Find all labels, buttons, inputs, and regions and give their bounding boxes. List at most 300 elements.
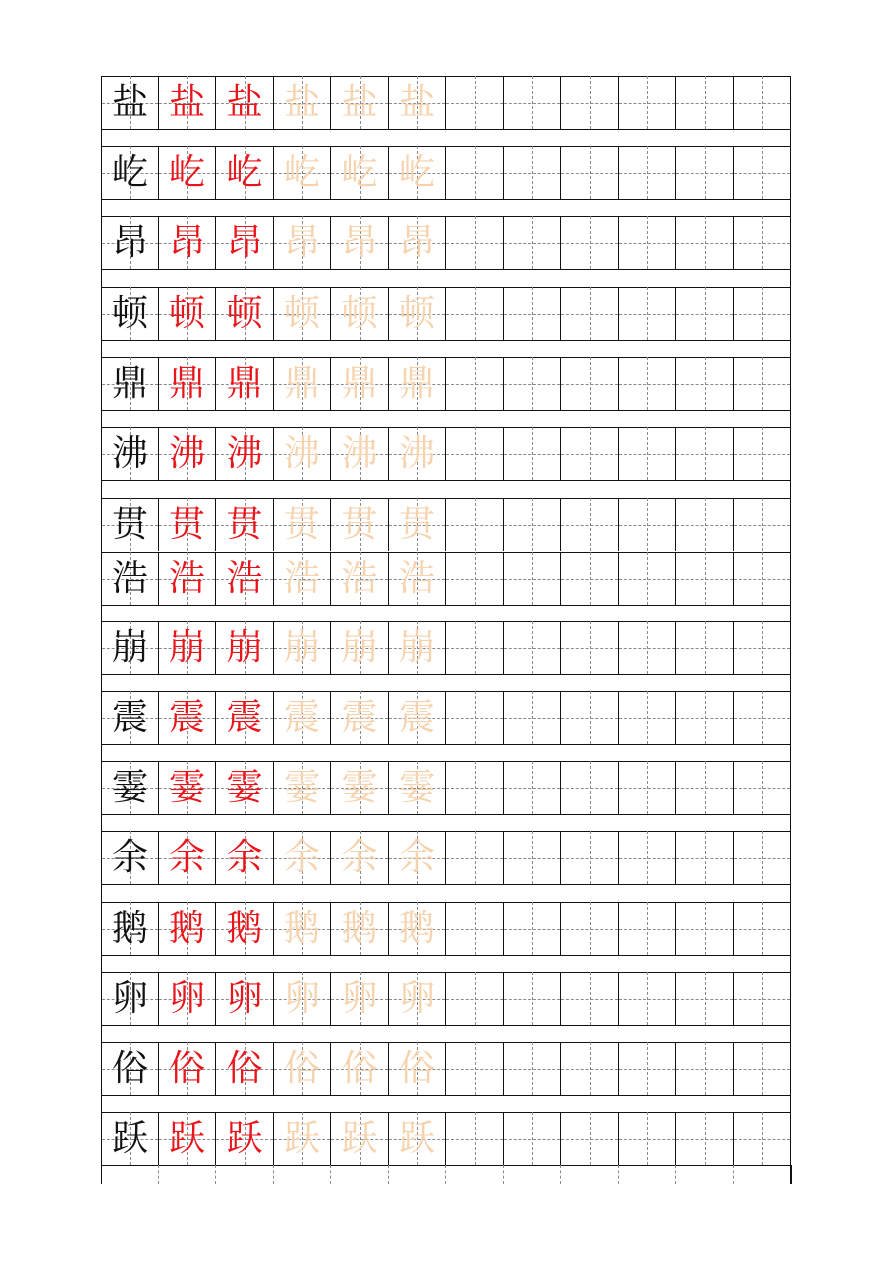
empty-practice-box[interactable] [675,691,733,744]
guide-line-vertical [590,1112,591,1165]
empty-practice-box[interactable] [675,1112,733,1165]
guide-line-vertical [532,498,533,551]
guide-line-vertical [647,691,648,744]
trace-copy-cell [330,621,388,674]
grid-edge-stub [791,1165,793,1184]
guide-line-vertical [647,621,648,674]
red-copy-cell [215,972,273,1025]
trace-copy-cell [388,972,445,1025]
empty-practice-box[interactable] [618,621,675,674]
empty-practice-box[interactable] [733,216,791,269]
guide-line-vertical [590,1042,591,1095]
trace-copy-char: 盐 [341,81,378,123]
empty-practice-box[interactable] [445,146,503,199]
guide-line-vertical [475,1042,476,1095]
practice-row [101,691,791,744]
red-copy-char: 鹅 [168,907,205,949]
guide-line-vertical [705,1042,706,1095]
trace-copy-cell [273,621,330,674]
guide-line-vertical [647,357,648,410]
red-copy-cell [158,146,215,199]
empty-practice-box[interactable] [618,691,675,744]
guide-line-vertical [590,691,591,744]
practice-row [101,552,791,605]
empty-practice-box[interactable] [733,691,791,744]
model-char-cell [101,357,158,410]
grid-edge-stub [330,1165,332,1184]
trace-copy-char: 浩 [341,557,378,599]
empty-practice-box[interactable] [675,287,733,340]
guide-line-vertical [590,76,591,129]
trace-copy-cell [388,552,445,605]
empty-practice-box[interactable] [503,76,560,129]
empty-practice-box[interactable] [445,427,503,480]
guide-line-vertical [647,761,648,814]
trace-copy-cell [388,76,445,129]
empty-practice-box[interactable] [675,498,733,551]
empty-practice-box[interactable] [733,357,791,410]
empty-practice-box[interactable] [618,552,675,605]
empty-practice-box[interactable] [503,1112,560,1165]
empty-practice-box[interactable] [618,427,675,480]
empty-practice-box[interactable] [560,76,618,129]
trace-copy-cell [273,552,330,605]
empty-practice-box[interactable] [560,287,618,340]
guide-line-vertical [762,427,763,480]
trace-copy-cell [388,1042,445,1095]
empty-practice-box[interactable] [503,621,560,674]
empty-practice-box[interactable] [733,902,791,955]
guide-line-vertical [532,902,533,955]
guide-line-vertical [705,76,706,129]
trace-copy-char: 鼎 [341,362,378,404]
guide-line-vertical [475,691,476,744]
guide-line-vertical [705,146,706,199]
empty-practice-box[interactable] [618,146,675,199]
model-char: 沸 [111,432,148,474]
empty-practice-box[interactable] [733,498,791,551]
empty-practice-box[interactable] [560,498,618,551]
empty-practice-box[interactable] [618,972,675,1025]
red-copy-cell [215,427,273,480]
grid-edge-stub [675,1165,677,1184]
trace-copy-cell [273,1042,330,1095]
empty-practice-box[interactable] [618,761,675,814]
model-char: 鼎 [111,362,148,404]
trace-copy-char: 震 [341,696,378,738]
practice-row [101,216,791,269]
guide-line-vertical [590,831,591,884]
empty-practice-box[interactable] [445,287,503,340]
red-copy-char: 昂 [168,221,205,263]
empty-practice-box[interactable] [733,1112,791,1165]
model-char-cell [101,76,158,129]
guide-line-vertical [590,621,591,674]
model-char: 贯 [111,503,148,545]
red-copy-cell [215,357,273,410]
guide-line-vertical [532,287,533,340]
trace-copy-char: 昂 [341,221,378,263]
guide-line-vertical [705,216,706,269]
trace-copy-cell [273,972,330,1025]
empty-practice-box[interactable] [675,427,733,480]
empty-practice-box[interactable] [503,357,560,410]
trace-copy-cell [330,902,388,955]
red-copy-char: 浩 [168,557,205,599]
grid-rule [101,410,791,411]
trace-copy-cell [273,691,330,744]
grid-edge-stub [273,1165,275,1184]
practice-grid [101,76,791,1184]
red-copy-char: 屹 [226,151,263,193]
practice-row [101,761,791,814]
trace-copy-cell [330,146,388,199]
empty-practice-box[interactable] [445,552,503,605]
empty-practice-box[interactable] [445,76,503,129]
empty-practice-box[interactable] [503,146,560,199]
empty-practice-box[interactable] [503,761,560,814]
model-char: 盐 [111,81,148,123]
empty-practice-box[interactable] [503,427,560,480]
trace-copy-cell [330,552,388,605]
guide-line-vertical [475,552,476,605]
model-char-cell [101,1112,158,1165]
trace-copy-char: 浩 [283,557,320,599]
red-copy-char: 俗 [168,1047,205,1089]
guide-line-vertical [532,621,533,674]
model-char-cell [101,761,158,814]
empty-practice-box[interactable] [503,498,560,551]
model-char-cell [101,831,158,884]
grid-rule [101,129,791,130]
empty-practice-box[interactable] [675,1042,733,1095]
practice-row [101,427,791,480]
empty-practice-box[interactable] [733,287,791,340]
grid-edge-stub [733,1165,735,1184]
trace-copy-char: 震 [398,696,435,738]
grid-edge-stub [388,1165,390,1184]
trace-copy-char: 沸 [283,432,320,474]
grid-rule [101,269,791,270]
practice-row [101,287,791,340]
empty-practice-box[interactable] [445,498,503,551]
practice-row [101,498,791,551]
empty-practice-box[interactable] [733,972,791,1025]
empty-practice-box[interactable] [675,76,733,129]
guide-line-vertical [705,1112,706,1165]
guide-line-vertical [705,831,706,884]
trace-copy-cell [388,498,445,551]
trace-copy-char: 跃 [398,1117,435,1159]
grid-rule [101,744,791,745]
guide-line-vertical [590,287,591,340]
trace-copy-cell [273,427,330,480]
empty-practice-box[interactable] [445,1042,503,1095]
guide-line-vertical [647,902,648,955]
empty-practice-box[interactable] [560,427,618,480]
guide-line-vertical [705,498,706,551]
red-copy-cell [158,76,215,129]
red-copy-char: 震 [168,696,205,738]
model-char-cell [101,146,158,199]
empty-practice-box[interactable] [445,972,503,1025]
trace-copy-char: 崩 [398,626,435,668]
trace-copy-cell [330,1042,388,1095]
empty-practice-box[interactable] [675,621,733,674]
guide-line-vertical [762,1112,763,1165]
empty-practice-box[interactable] [733,1042,791,1095]
empty-practice-box[interactable] [503,831,560,884]
trace-copy-char: 俗 [341,1047,378,1089]
red-copy-cell [158,427,215,480]
guide-line-vertical [590,216,591,269]
empty-practice-box[interactable] [445,357,503,410]
trace-copy-char: 卵 [341,977,378,1019]
grid-rule [101,1025,791,1026]
empty-practice-box[interactable] [503,902,560,955]
practice-row [101,1112,791,1165]
empty-practice-box[interactable] [618,216,675,269]
empty-practice-box[interactable] [560,621,618,674]
grid-rule [101,884,791,885]
model-char-cell [101,552,158,605]
trace-copy-cell [273,76,330,129]
empty-practice-box[interactable] [675,761,733,814]
red-copy-cell [215,1112,273,1165]
empty-practice-box[interactable] [445,902,503,955]
empty-practice-box[interactable] [675,902,733,955]
empty-practice-box[interactable] [675,357,733,410]
trace-copy-cell [330,761,388,814]
model-char-cell [101,498,158,551]
trace-copy-char: 霎 [283,766,320,808]
empty-practice-box[interactable] [560,1042,618,1095]
trace-copy-char: 鹅 [341,907,378,949]
guide-line-vertical [532,357,533,410]
trace-copy-char: 俗 [283,1047,320,1089]
empty-practice-box[interactable] [618,498,675,551]
red-copy-cell [158,902,215,955]
trace-copy-cell [388,831,445,884]
red-copy-char: 卵 [168,977,205,1019]
empty-practice-box[interactable] [445,691,503,744]
guide-line-vertical [590,498,591,551]
model-char-cell [101,972,158,1025]
empty-practice-box[interactable] [560,691,618,744]
trace-copy-cell [273,146,330,199]
guide-line-vertical [532,1042,533,1095]
trace-copy-char: 鼎 [283,362,320,404]
red-copy-cell [215,146,273,199]
red-copy-cell [158,498,215,551]
empty-practice-box[interactable] [503,216,560,269]
guide-line-vertical [647,216,648,269]
red-copy-cell [158,552,215,605]
model-char: 顿 [111,292,148,334]
guide-line-vertical [705,552,706,605]
empty-practice-box[interactable] [503,552,560,605]
guide-line-vertical [475,76,476,129]
red-copy-char: 崩 [226,626,263,668]
guide-line-vertical [475,427,476,480]
red-copy-char: 贯 [226,503,263,545]
red-copy-cell [158,216,215,269]
guide-line-vertical [532,972,533,1025]
empty-practice-box[interactable] [675,216,733,269]
model-char-cell [101,691,158,744]
empty-practice-box[interactable] [618,1042,675,1095]
trace-copy-cell [388,146,445,199]
empty-practice-box[interactable] [560,216,618,269]
guide-line-vertical [590,552,591,605]
empty-practice-box[interactable] [618,76,675,129]
trace-copy-cell [388,287,445,340]
red-copy-char: 屹 [168,151,205,193]
grid-edge-stub [158,1165,160,1184]
empty-practice-box[interactable] [560,146,618,199]
guide-line-vertical [762,357,763,410]
guide-line-vertical [590,761,591,814]
guide-line-vertical [532,427,533,480]
model-char: 卵 [111,977,148,1019]
model-char: 鹅 [111,907,148,949]
model-char-cell [101,216,158,269]
empty-practice-box[interactable] [503,287,560,340]
guide-line-vertical [475,498,476,551]
guide-line-vertical [532,552,533,605]
empty-practice-box[interactable] [618,902,675,955]
grid-edge-stub [445,1165,447,1184]
grid-rule [101,199,791,200]
guide-line-vertical [762,761,763,814]
guide-line-vertical [475,761,476,814]
empty-practice-box[interactable] [445,831,503,884]
guide-line-vertical [590,902,591,955]
empty-practice-box[interactable] [733,146,791,199]
trace-copy-char: 卵 [283,977,320,1019]
model-char: 屹 [111,151,148,193]
empty-practice-box[interactable] [733,831,791,884]
empty-practice-box[interactable] [560,761,618,814]
guide-line-vertical [475,146,476,199]
trace-copy-char: 贯 [283,503,320,545]
grid-edge-stub [503,1165,505,1184]
empty-practice-box[interactable] [503,691,560,744]
guide-line-vertical [532,1112,533,1165]
red-copy-cell [215,216,273,269]
guide-line-vertical [475,621,476,674]
trace-copy-char: 霎 [341,766,378,808]
empty-practice-box[interactable] [560,1112,618,1165]
empty-practice-box[interactable] [560,552,618,605]
guide-line-vertical [647,1112,648,1165]
guide-line-vertical [475,1112,476,1165]
guide-line-vertical [762,621,763,674]
empty-practice-box[interactable] [445,216,503,269]
red-copy-char: 霎 [226,766,263,808]
guide-line-vertical [762,902,763,955]
practice-row [101,902,791,955]
trace-copy-char: 沸 [341,432,378,474]
guide-line-vertical [647,287,648,340]
trace-copy-cell [273,761,330,814]
guide-line-vertical [705,972,706,1025]
trace-copy-char: 顿 [398,292,435,334]
empty-practice-box[interactable] [733,76,791,129]
empty-practice-box[interactable] [733,427,791,480]
empty-practice-box[interactable] [675,972,733,1025]
trace-copy-cell [330,972,388,1025]
red-copy-cell [215,76,273,129]
guide-line-vertical [532,146,533,199]
red-copy-char: 崩 [168,626,205,668]
red-copy-char: 霎 [168,766,205,808]
guide-line-vertical [762,287,763,340]
grid-right-border [790,76,791,1184]
empty-practice-box[interactable] [445,621,503,674]
trace-copy-cell [273,216,330,269]
empty-practice-box[interactable] [503,1042,560,1095]
grid-rule [101,1095,791,1096]
empty-practice-box[interactable] [675,831,733,884]
empty-practice-box[interactable] [618,1112,675,1165]
trace-copy-char: 霎 [398,766,435,808]
practice-row [101,76,791,129]
trace-copy-cell [273,498,330,551]
trace-copy-char: 震 [283,696,320,738]
empty-practice-box[interactable] [445,761,503,814]
trace-copy-cell [330,76,388,129]
empty-practice-box[interactable] [733,761,791,814]
empty-practice-box[interactable] [503,972,560,1025]
trace-copy-char: 余 [283,836,320,878]
empty-practice-box[interactable] [733,552,791,605]
empty-practice-box[interactable] [560,831,618,884]
red-copy-cell [158,761,215,814]
guide-line-vertical [590,427,591,480]
empty-practice-box[interactable] [733,621,791,674]
trace-copy-cell [330,427,388,480]
empty-practice-box[interactable] [618,287,675,340]
empty-practice-box[interactable] [560,972,618,1025]
trace-copy-char: 屹 [283,151,320,193]
grid-edge-stub [215,1165,217,1184]
empty-practice-box[interactable] [675,552,733,605]
guide-line-vertical [475,287,476,340]
red-copy-char: 余 [168,836,205,878]
grid-rule [101,480,791,481]
empty-practice-box[interactable] [560,902,618,955]
trace-copy-char: 沸 [398,432,435,474]
guide-line-vertical [647,76,648,129]
practice-row [101,1042,791,1095]
model-char: 震 [111,696,148,738]
practice-row [101,146,791,199]
guide-line-vertical [762,831,763,884]
empty-practice-box[interactable] [675,146,733,199]
empty-practice-box[interactable] [618,357,675,410]
empty-practice-box[interactable] [445,1112,503,1165]
red-copy-cell [215,831,273,884]
guide-line-vertical [647,1042,648,1095]
empty-practice-box[interactable] [618,831,675,884]
trace-copy-char: 盐 [283,81,320,123]
red-copy-cell [158,831,215,884]
red-copy-char: 顿 [226,292,263,334]
guide-line-vertical [647,972,648,1025]
empty-practice-box[interactable] [560,357,618,410]
trace-copy-char: 盐 [398,81,435,123]
